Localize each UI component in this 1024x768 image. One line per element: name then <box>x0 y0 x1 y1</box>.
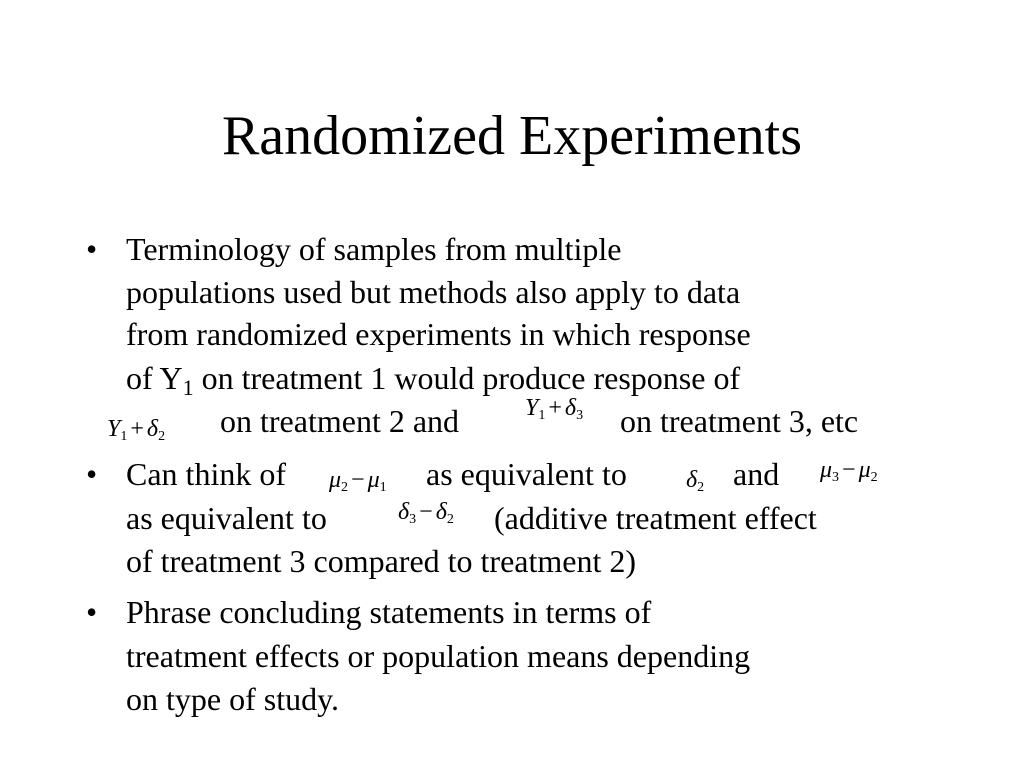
formula-var: δ <box>686 467 698 493</box>
formula-var: δ <box>564 395 577 421</box>
formula-mu3-minus-mu2 <box>820 456 878 484</box>
bullet-2-line-1-a: Can think of <box>126 456 286 492</box>
bullet-2-line-3: of treatment 3 compared to treatment 2) <box>126 543 637 579</box>
formula-sub: 2 <box>341 480 349 495</box>
formula-op: − <box>842 457 856 483</box>
slide-title: Randomized Experiments <box>221 105 803 167</box>
bullet-1-line-4 <box>126 358 740 398</box>
formula-delta2 <box>686 466 704 494</box>
bullet-1-line-2: populations used but methods also apply to data <box>126 274 741 310</box>
formula-sub: 2 <box>697 480 705 495</box>
bullet-1-line-3: from randomized experiments in which response <box>126 316 751 352</box>
formula-op: + <box>130 416 144 442</box>
bullet-2-line-2-b: (additive treatment effect <box>494 500 817 536</box>
formula-var: μ <box>329 467 342 493</box>
bullet-marker-3: • <box>86 594 98 630</box>
formula-var: δ <box>435 499 447 525</box>
formula-mu2-minus-mu1 <box>329 466 387 494</box>
bullet-1-line-5-end: on treatment 3, etc <box>620 403 859 439</box>
formula-var: δ <box>398 499 410 525</box>
bullet-1-line-5-mid: on treatment 2 and <box>220 403 460 439</box>
formula-sub: 3 <box>832 470 840 485</box>
formula-delta3-minus-delta2 <box>398 498 454 526</box>
bullet-3-line-3: on type of study. <box>126 681 340 717</box>
formula-op: − <box>419 499 433 525</box>
bullet-2-line-1-c: and <box>733 456 780 492</box>
y-subscript: 1 <box>182 375 194 400</box>
bullet-marker-2: • <box>86 456 98 492</box>
formula-var: μ <box>858 457 871 483</box>
formula-sub: 3 <box>576 408 584 423</box>
formula-var: Y <box>107 416 121 442</box>
bullet-1-line-1: Terminology of samples from multiple <box>126 231 622 267</box>
formula-sub: 3 <box>409 512 417 527</box>
formula-sub: 1 <box>120 429 128 444</box>
formula-sub: 2 <box>870 470 878 485</box>
formula-var: Y <box>525 395 539 421</box>
bullet-2-line-2-a: as equivalent to <box>126 500 327 536</box>
formula-y1-plus-delta3 <box>525 394 583 422</box>
formula-op: + <box>548 395 562 421</box>
line-4-prefix: of Y <box>126 360 183 396</box>
bullet-3-line-2: treatment effects or population means depending <box>126 638 751 674</box>
formula-sub: 1 <box>538 408 546 423</box>
bullet-3-line-1: Phrase concluding statements in terms of <box>126 594 652 630</box>
formula-y1-plus-delta2 <box>107 415 165 443</box>
formula-op: − <box>351 467 365 493</box>
line-4-suffix: on treatment 1 would produce response of <box>193 360 741 396</box>
formula-sub: 2 <box>158 429 166 444</box>
bullet-marker-1: • <box>86 231 98 267</box>
bullet-2-line-1-b: as equivalent to <box>426 456 627 492</box>
formula-var: μ <box>367 467 380 493</box>
formula-var: δ <box>146 416 159 442</box>
formula-var: μ <box>820 457 833 483</box>
formula-sub: 1 <box>379 480 387 495</box>
formula-sub: 2 <box>446 512 454 527</box>
